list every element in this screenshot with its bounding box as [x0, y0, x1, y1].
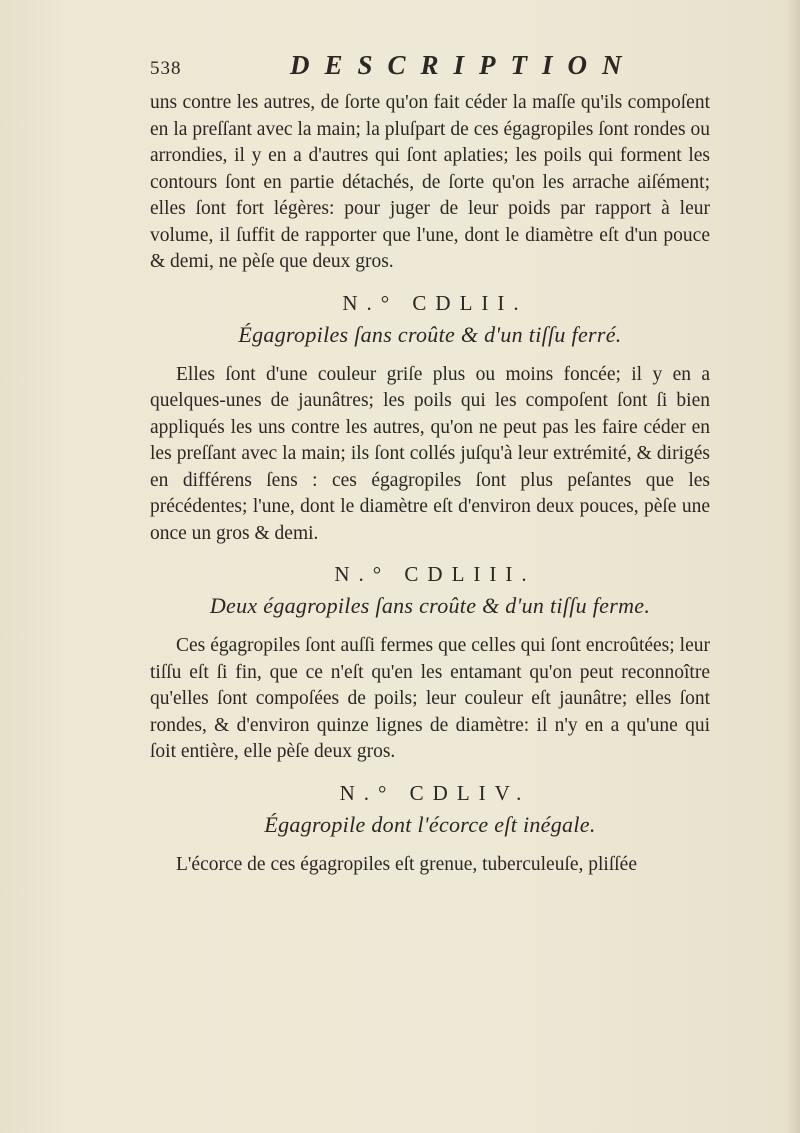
entry-heading: Égagropiles ſans croûte & d'un tiſſu ferré. — [238, 321, 622, 347]
entry-text: L'écorce de ces égagropiles eſt grenue, tuberculeuſe, pliſſée — [176, 853, 637, 875]
entry-cdliii — [150, 562, 710, 766]
running-title: DESCRIPTION — [290, 50, 637, 80]
running-head — [150, 50, 710, 90]
entry-heading: Égagropile dont l'écorce eſt inégale. — [264, 811, 596, 837]
intro-paragraph: uns contre les autres, de ſorte qu'on fait céder la maſſe qu'ils compoſent en la preſſant avec la main; la pluſpart de ces égagropiles ſont rondes ou arrondies, il y en a d'autres qui ſont aplaties; les poils qui forment les contours ſont en partie détachés, de ſorte qu'on les arrache aiſément; elles ſont fort légères: pour juger de leur poids par rapport à leur volume, il ſuffit de rapporter que l'une, dont le diamètre eſt d'un pouce & demi, ne pèſe que deux gros. — [150, 92, 710, 272]
entry-text: Elles ſont d'une couleur griſe plus ou moins foncée; il y en a quelques-unes de jaunâtres; les poils qui les compoſent ſont ſi bien appliqués les uns contre les autres, qu'on ne peut pas les faire céder en les preſſant avec la main; ils ſont collés juſqu'à leur extrémité, & dirigés en différens ſens : ces égagropiles ſont plus peſantes que les précédentes; l'une, dont le diamètre eſt d'environ deux pouces, pèſe une once un gros & demi. — [150, 363, 710, 544]
entry-heading: Deux égagropiles ſans croûte & d'un tiſſu ferme. — [209, 593, 651, 618]
entry-number: N.° CDLIV. — [339, 780, 531, 805]
text-block — [150, 50, 710, 878]
entry-cdliv — [150, 781, 710, 879]
entry-cdlii — [150, 291, 710, 548]
entry-number: N.° CDLII. — [342, 290, 528, 315]
page-number: 538 — [150, 58, 182, 79]
entry-number: N.° CDLIII. — [334, 562, 536, 586]
entry-text: Ces égagropiles ſont auſſi fermes que celles qui ſont encroûtées; leur tiſſu eſt ſi fin, que ce n'eſt qu'en les entamant qu'on peut reconnoître qu'elles ſont compoſées de poils; leur couleur eſt jaunâtre; elles ſont rondes, & d'environ quinze lignes de diamètre: il n'y en a qu'une qui ſoit entière, elle pèſe deux gros. — [150, 635, 710, 762]
page-edge-shadow — [786, 0, 800, 1133]
